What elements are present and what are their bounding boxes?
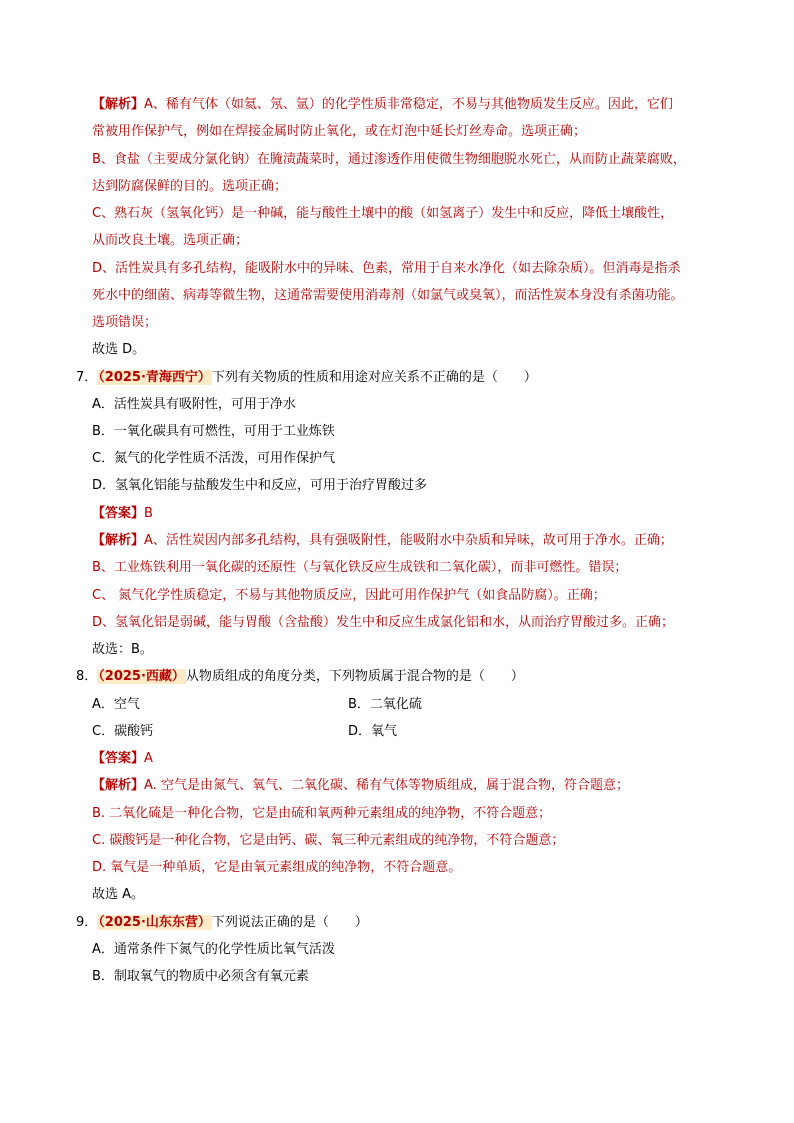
- question-number: 8．: [76, 669, 98, 684]
- q6-analysis-line-4: 达到防腐保鲜的目的。选项正确；: [92, 179, 288, 194]
- q8-conclusion: 故选 A。: [92, 887, 145, 902]
- q6-analysis-line-6: 从而改良土壤。选项正确；: [92, 233, 249, 248]
- q7-option-a: A．活性炭具有吸附性，可用于净水: [92, 397, 296, 412]
- question-stem: 下列说法正确的是（ ）: [211, 915, 368, 930]
- source-badge: （2025·青海西宁）: [98, 370, 211, 385]
- q8-stem-line: [76, 668, 524, 686]
- q8-answer: [92, 750, 153, 768]
- q6-conclusion: 故选 D。: [92, 342, 146, 357]
- question-stem: 从物质组成的角度分类，下列物质属于混合物的是（ ）: [185, 669, 524, 684]
- q8-option-b: B．二氧化硫: [348, 697, 422, 712]
- question-stem: 下列有关物质的性质和用途对应关系不正确的是（ ）: [211, 370, 537, 385]
- q6-analysis-line-8: 死水中的细菌、病毒等微生物，这通常需要使用消毒剂（如氯气或臭氧），而活性炭本身没有杀菌功能。: [92, 288, 684, 303]
- source-badge: （2025·西藏）: [98, 669, 185, 684]
- q8-analysis-line-2: B. 二氧化硫是一种化合物，它是由硫和氧两种元素组成的纯净物，不符合题意；: [92, 806, 552, 821]
- q8-analysis-line-1: 【解析】A. 空气是由氮气、氧气、二氧化碳、稀有气体等物质组成，属于混合物，符合题意；: [92, 778, 629, 793]
- q6-analysis-line-9: 选项错误；: [92, 315, 158, 330]
- q7-analysis-line-4: D、氢氧化铝是弱碱，能与胃酸（含盐酸）发生中和反应生成氯化铝和水，从而治疗胃酸过多。正确；: [92, 615, 675, 630]
- q6-analysis-line-5: C、熟石灰（氢氧化钙）是一种碱，能与酸性土壤中的酸（如氢离子）发生中和反应，降低土壤酸性，: [92, 206, 674, 221]
- answer-value: B: [144, 506, 153, 521]
- q8-option-d: D．氧气: [348, 724, 398, 739]
- q8-analysis-line-4: D. 氧气是一种单质，它是由氧元素组成的纯净物，不符合题意。: [92, 860, 462, 875]
- answer-tag: 【答案】: [92, 506, 145, 521]
- q9-option-a: A．通常条件下氮气的化学性质比氧气活泼: [92, 942, 335, 957]
- q7-analysis-line-3: C、 氮气化学性质稳定，不易与其他物质反应，因此可用作保护气（如食品防腐）。正确；: [92, 588, 606, 603]
- answer-tag: 【答案】: [92, 751, 145, 766]
- source-badge: （2025·山东东营）: [98, 915, 211, 930]
- q7-option-d: D．氢氧化铝能与盐酸发生中和反应，可用于治疗胃酸过多: [92, 478, 428, 493]
- q7-stem-line: [76, 369, 537, 387]
- q8-option-c: C．碳酸钙: [92, 724, 154, 739]
- q9-stem-line: [76, 914, 368, 932]
- question-number: 7．: [76, 370, 98, 385]
- question-number: 9．: [76, 915, 98, 930]
- q7-analysis-line-1: 【解析】A、活性炭因内部多孔结构，具有强吸附性，能吸附水中杂质和异味，故可用于净水。正确；: [92, 533, 673, 548]
- analysis-tag: 【解析】: [92, 533, 145, 548]
- q6-analysis-line-1: 【解析】A、稀有气体（如氦、氖、氩）的化学性质非常稳定，不易与其他物质发生反应。因此，它们: [92, 97, 673, 112]
- q6-analysis-line-7: D、活性炭具有多孔结构，能吸附水中的异味、色素，常用于自来水净化（如去除杂质）。但消毒是指杀: [92, 261, 681, 276]
- q7-answer: [92, 505, 153, 523]
- analysis-tag: 【解析】: [92, 97, 145, 112]
- analysis-tag: 【解析】: [92, 778, 145, 793]
- q7-option-b: B．一氧化碳具有可燃性，可用于工业炼铁: [92, 424, 335, 439]
- answer-value: A: [144, 751, 153, 766]
- q8-analysis-line-3: C. 碳酸钙是一种化合物，它是由钙、碳、氧三种元素组成的纯净物，不符合题意；: [92, 833, 565, 848]
- q8-option-a: A．空气: [92, 697, 140, 712]
- q6-analysis-line-3: B、食盐（主要成分氯化钠）在腌渍蔬菜时，通过渗透作用使微生物细胞脱水死亡，从而防止蔬菜腐败，: [92, 152, 686, 167]
- q9-option-b: B．制取氧气的物质中必须含有氧元素: [92, 969, 309, 984]
- q7-conclusion: 故选：B。: [92, 642, 153, 657]
- q6-analysis-line-2: 常被用作保护气，例如在焊接金属时防止氧化，或在灯泡中延长灯丝寿命。选项正确；: [92, 124, 587, 139]
- q7-analysis-line-2: B、工业炼铁利用一氧化碳的还原性（与氧化铁反应生成铁和二氧化碳），而非可燃性。错误；: [92, 560, 628, 575]
- q7-option-c: C．氮气的化学性质不活泼，可用作保护气: [92, 451, 336, 466]
